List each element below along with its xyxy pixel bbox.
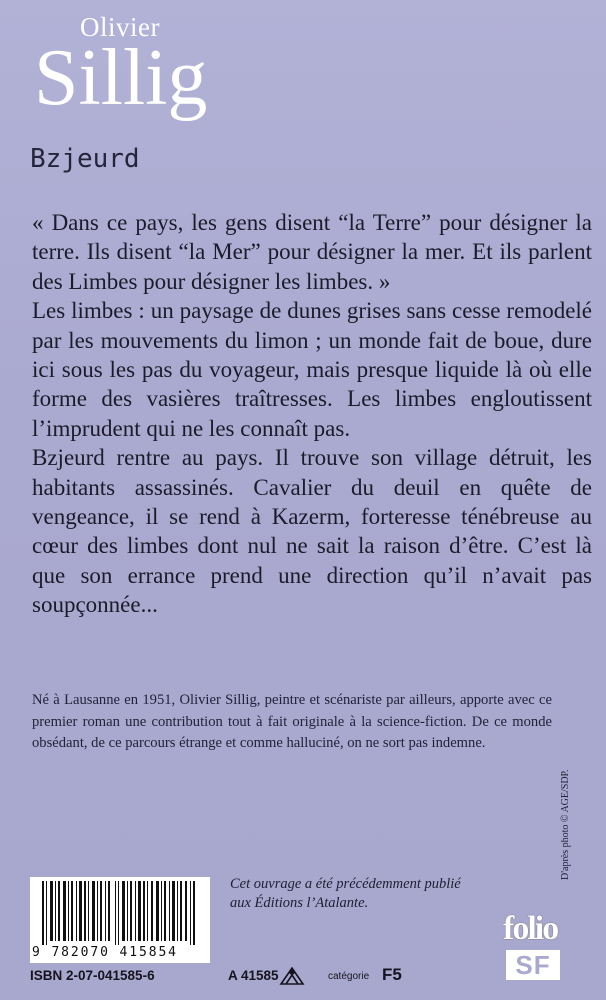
publication-note-line: Cet ouvrage a été précédemment publié [230, 876, 461, 892]
category-value: F5 [382, 965, 402, 984]
photo-credit: D'après photo © AGE/SDP. [560, 769, 571, 880]
barcode-bars [30, 877, 210, 947]
author-last-name: Sillig [34, 34, 208, 122]
publication-note-line: aux Éditions l’Atalante. [230, 895, 369, 911]
collection-logo: folio [503, 910, 558, 947]
isbn: ISBN 2-07-041585-6 [30, 968, 155, 983]
author-first-name: Olivier [80, 12, 160, 42]
collection-sub-logo: SF [506, 950, 560, 980]
book-title: Bzjeurd [30, 144, 140, 174]
blurb-paragraph: Les limbes : un paysage de dunes grises sans cesse remodelé par les mouvements du limon ; un monde fait de boue, dure ici sous les pas du voyageur, mais presque liquide là où elle forme des vasières traîtresses. Les limbes engloutissent l’imprudent qui ne les connaît pas. [32, 298, 592, 441]
product-code: A 41585 [228, 968, 279, 983]
gallimard-icon [278, 965, 306, 992]
barcode-digits: 9 782070 415854 [32, 945, 178, 960]
blurb-paragraph: « Dans ce pays, les gens disent “la Terre” pour désigner la terre. Ils disent “la Mer” pour désigner la mer. Et ils parlent des Limbes pour désigner les limbes. » [32, 210, 592, 294]
blurb [32, 208, 592, 620]
publication-note [230, 875, 461, 913]
barcode [30, 877, 210, 963]
author-bio: Né à Lausanne en 1951, Olivier Sillig, peintre et scénariste par ailleurs, apporte avec ce premier roman une contribution tout à fait originale à la science-fiction. De ce monde obsédant, de ce parcours étrange et comme halluciné, on ne sort pas indemne. [32, 692, 552, 751]
category-label: catégorie [328, 971, 370, 982]
blurb-paragraph: Bzjeurd rentre au pays. Il trouve son village détruit, les habitants assassinés. Cavalier du deuil en quête de vengeance, il se rend à Kazerm, forteresse ténébreuse au cœur des limbes dont nul ne sait la raison d’être. C’est là que son errance prend une direction qu’il n’avait pas soupçonnée... [32, 445, 592, 618]
